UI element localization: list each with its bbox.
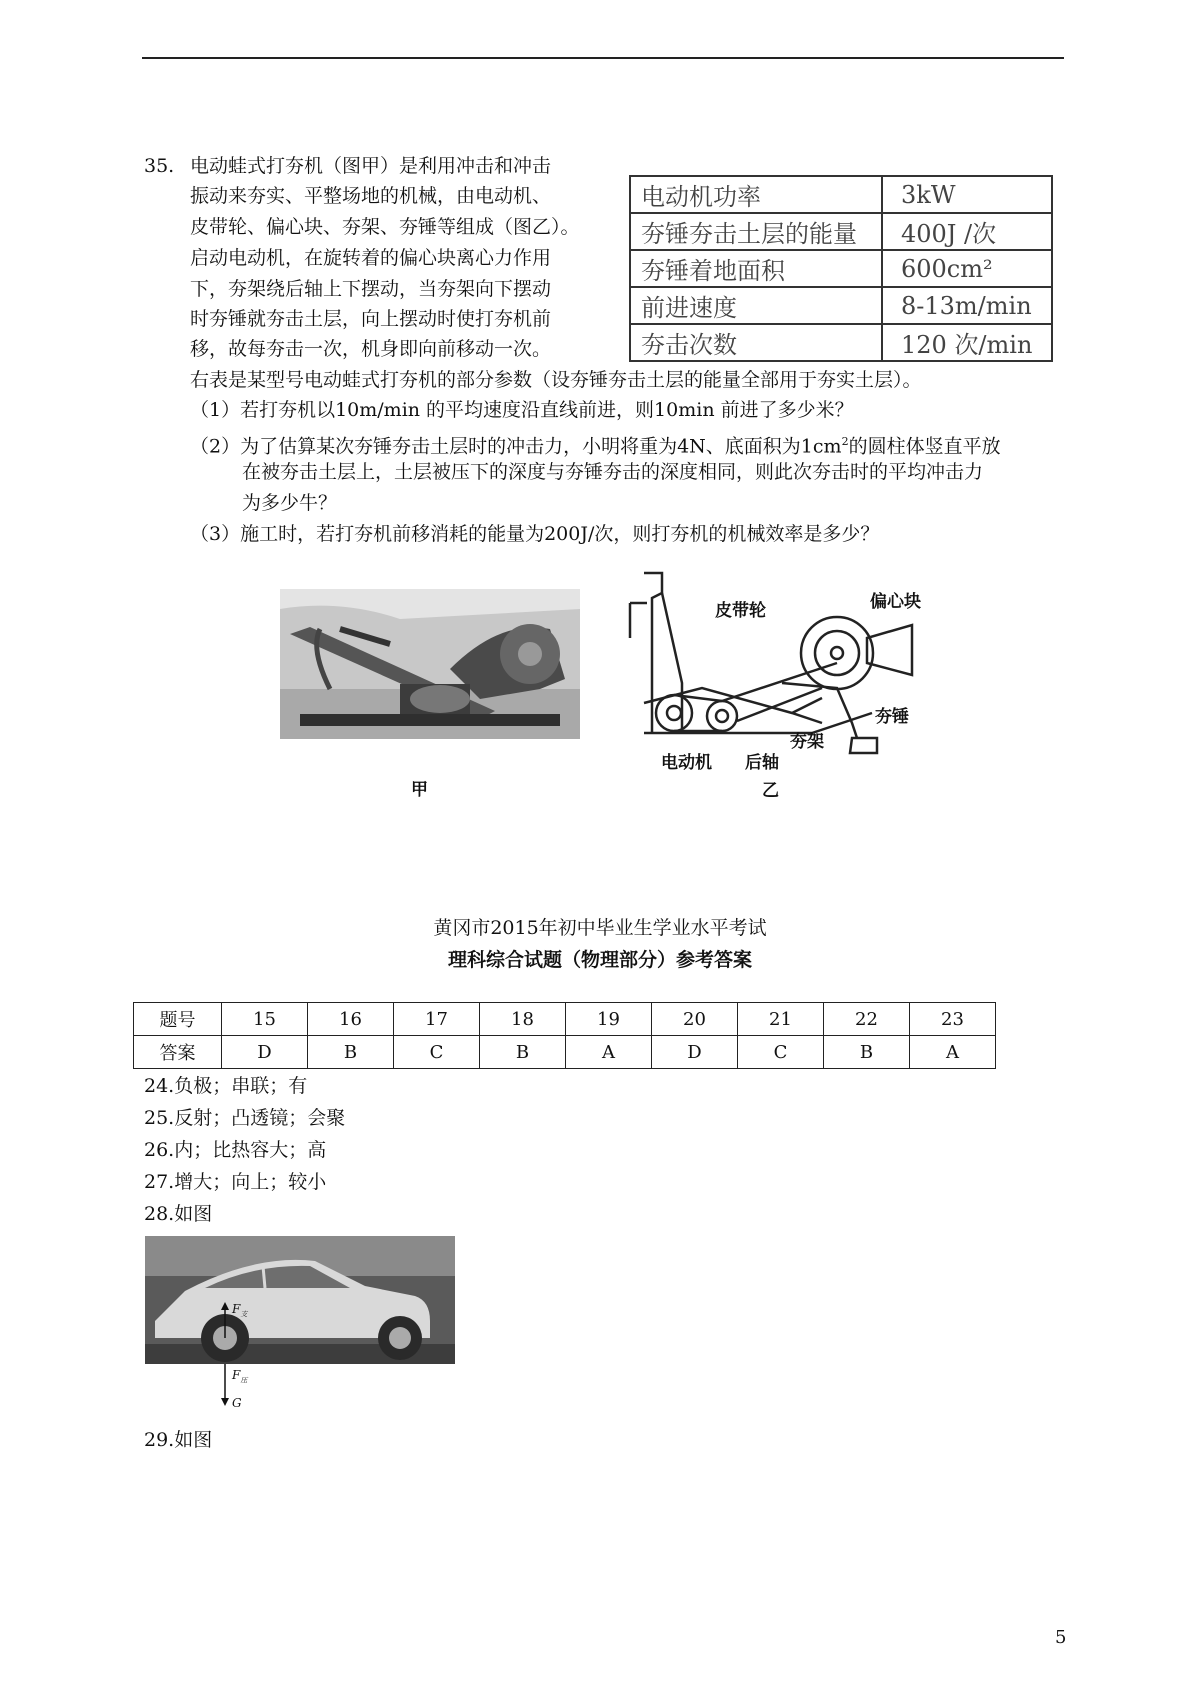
table-cell: B <box>824 1036 910 1069</box>
figure-jia-photo <box>280 589 580 739</box>
sub-question-1: （1）若打夯机以10m/min 的平均速度沿直线前进，则10min 前进了多少米？ <box>190 399 854 421</box>
answer-subtitle: 理科综合试题（物理部分）参考答案 <box>447 949 752 971</box>
table-cell: C <box>394 1036 480 1069</box>
question-line: 右表是某型号电动蛙式打夯机的部分参数（设夯锤夯击土层的能量全部用于夯实土层）。 <box>190 369 922 391</box>
table-row <box>134 1003 996 1036</box>
header-rule <box>142 57 1064 59</box>
figure-jia-label: 甲 <box>411 780 428 800</box>
spec-value: 3kW <box>882 176 1052 213</box>
sub-question-2-line: 在被夯击土层上，土层被压下的深度与夯锤夯击的深度相同，则此次夯击时的平均冲击力 <box>242 461 984 483</box>
answer-line: 27.增大；向上；较小 <box>144 1171 327 1193</box>
spec-key: 电动机功率 <box>630 176 882 213</box>
handle-frame <box>644 573 662 733</box>
table-cell: 16 <box>308 1003 394 1036</box>
question-number: 35. <box>144 155 175 177</box>
table-row <box>630 176 1052 213</box>
car-figure <box>145 1236 455 1410</box>
force-label-gravity: G <box>232 1396 242 1410</box>
table-cell: D <box>652 1036 738 1069</box>
label-diandongji: 电动机 <box>661 753 712 773</box>
spec-value: 120 次/min <box>882 324 1052 361</box>
question-line: 下，夯架绕后轴上下摆动，当夯架向下摆动 <box>190 278 552 300</box>
table-cell: A <box>910 1036 996 1069</box>
spec-key: 前进速度 <box>630 287 882 324</box>
answer-line: 28.如图 <box>144 1203 213 1225</box>
table-cell: B <box>308 1036 394 1069</box>
question-line: 时夯锤就夯击土层，向上摆动时使打夯机前 <box>190 308 552 330</box>
rear-axle-pulley <box>707 701 737 731</box>
spec-value: 600cm² <box>882 250 1052 287</box>
spec-key: 夯锤着地面积 <box>630 250 882 287</box>
table-row <box>630 324 1052 361</box>
label-pidailun: 皮带轮 <box>715 601 766 621</box>
table-row <box>630 213 1052 250</box>
table-row <box>630 250 1052 287</box>
question-line: 移，故每夯击一次，机身即向前移动一次。 <box>190 338 552 360</box>
table-row <box>134 1036 996 1069</box>
question-line: 启动电动机，在旋转着的偏心块离心力作用 <box>190 247 552 269</box>
question-line: 振动来夯实、平整场地的机械，由电动机、 <box>190 185 552 207</box>
question-line: 皮带轮、偏心块、夯架、夯锤等组成（图乙）。 <box>190 216 580 238</box>
table-cell: 21 <box>738 1003 824 1036</box>
belt <box>722 663 837 721</box>
table-header-cell: 题号 <box>134 1003 222 1036</box>
table-cell: 22 <box>824 1003 910 1036</box>
answer-line: 25.反射；凸透镜；会聚 <box>144 1107 346 1129</box>
answer-line: 24.负极；串联；有 <box>144 1075 308 1097</box>
table-cell: 20 <box>652 1003 738 1036</box>
answer-line: 26.内；比热容大；高 <box>144 1139 327 1161</box>
belt-wheel <box>801 617 873 689</box>
spec-key: 夯击次数 <box>630 324 882 361</box>
force-label-support: $F_支$ <box>232 1302 248 1319</box>
table-cell: A <box>566 1036 652 1069</box>
label-pianxinkuai: 偏心块 <box>870 592 921 612</box>
question-line: 电动蛙式打夯机（图甲）是利用冲击和冲击 <box>190 155 552 177</box>
sub-question-2: （2）为了估算某次夯锤夯击土层时的冲击力，小明将重为4N、底面积为$1cm^2$的圆柱体竖直平放 <box>190 435 1001 458</box>
label-hangjia: 夯架 <box>790 732 824 752</box>
table-header-cell: 答案 <box>134 1036 222 1069</box>
answer-title: 黄冈市2015年初中毕业生学业水平考试 <box>433 917 767 939</box>
figure-yi-label: 乙 <box>762 781 779 801</box>
spec-table <box>629 175 1053 362</box>
sub-question-2-line: 为多少牛？ <box>242 492 338 514</box>
table-cell: B <box>480 1036 566 1069</box>
label-hangchui: 夯锤 <box>875 707 909 727</box>
page-number: 5 <box>1055 1627 1067 1648</box>
spec-value: 400J /次 <box>882 213 1052 250</box>
force-label-press: $F_压$ <box>232 1368 248 1385</box>
spec-value: 8-13m/min <box>882 287 1052 324</box>
table-cell: D <box>222 1036 308 1069</box>
answer-line: 29.如图 <box>144 1429 213 1451</box>
table-cell: 15 <box>222 1003 308 1036</box>
spec-key: 夯锤夯击土层的能量 <box>630 213 882 250</box>
table-cell: 23 <box>910 1003 996 1036</box>
table-row <box>630 287 1052 324</box>
table-cell: 18 <box>480 1003 566 1036</box>
label-houzhou: 后轴 <box>745 753 779 773</box>
motor-pulley <box>656 695 692 731</box>
table-cell: 19 <box>566 1003 652 1036</box>
table-cell: C <box>738 1036 824 1069</box>
sub-question-3: （3）施工时，若打夯机前移消耗的能量为200J/次，则打夯机的机械效率是多少？ <box>190 523 880 545</box>
answer-table <box>133 1002 996 1069</box>
table-cell: 17 <box>394 1003 480 1036</box>
